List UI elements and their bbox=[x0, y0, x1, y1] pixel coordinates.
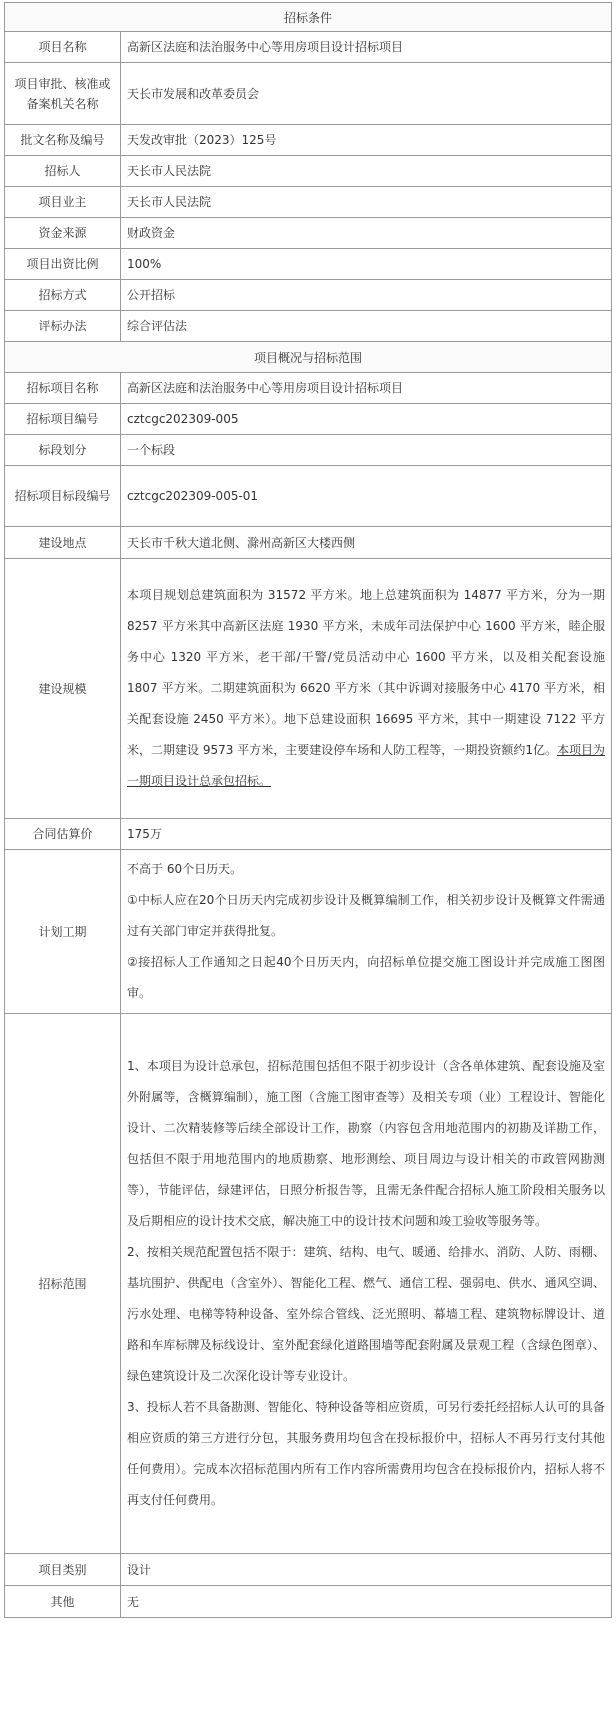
table-row bbox=[5, 311, 612, 342]
row-label: 招标项目编号 bbox=[5, 404, 121, 435]
row-label: 评标办法 bbox=[5, 311, 121, 342]
row-value: cztcgc202309-005 bbox=[121, 404, 612, 435]
row-label: 合同估算价 bbox=[5, 819, 121, 850]
row-label: 项目类别 bbox=[5, 1554, 121, 1586]
scope-paragraph: 1、本项目为设计总承包，招标范围包括但不限于初步设计（含各单体建筑、配套设施及室外附属等，含概算编制），施工图（含施工图审查等）及相关专项（业）工程设计、智能化设计、二次精装修等后续全部设计工作，勘察（内容包含用地范围内的初勘及详勘工作，包括但不限于用地范围内的地质勘察、地形测绘、项目周边与设计相关的市政管网勘测等），节能评估，绿建评估，日照分析报告等，且需无条件配合招标人施工阶段相关服务以及后期相应的设计技术交底，解决施工中的设计技术问题和竣工验收等服务等。 bbox=[127, 1059, 606, 1228]
row-label: 建设地点 bbox=[5, 527, 121, 559]
schedule-paragraph: ①中标人应在20个日历天内完成初步设计及概算编制工作，相关初步设计及概算文件需通过有关部门审定并获得批复。 bbox=[127, 893, 606, 938]
row-value: 公开招标 bbox=[121, 280, 612, 311]
row-value: 天长市人民法院 bbox=[121, 187, 612, 218]
table-row bbox=[5, 32, 612, 63]
row-value: 财政资金 bbox=[121, 218, 612, 249]
table-row bbox=[5, 218, 612, 249]
section-header-conditions bbox=[5, 3, 612, 32]
table-row bbox=[5, 280, 612, 311]
row-label: 招标项目名称 bbox=[5, 373, 121, 404]
scope-paragraph: 2、按相关规范配置包括不限于：建筑、结构、电气、暖通、给排水、消防、人防、雨棚、基坑围护、供配电（含室外）、智能化工程、燃气、通信工程、强弱电、供水、通风空调、污水处理、电梯等特种设备、室外综合管线、泛光照明、幕墙工程、建筑物标牌设计、道路和车库标牌及标线设计、室外配套绿化道路围墙等配套附属及景观工程（含绿色图章）、绿色建筑设计及二次深化设计等专业设计。 bbox=[127, 1245, 606, 1383]
row-value: 高新区法庭和法治服务中心等用房项目设计招标项目 bbox=[121, 373, 612, 404]
row-value: 综合评估法 bbox=[121, 311, 612, 342]
row-value bbox=[121, 559, 612, 819]
table-row bbox=[5, 404, 612, 435]
table-row bbox=[5, 373, 612, 404]
row-label: 建设规模 bbox=[5, 559, 121, 819]
table-row bbox=[5, 819, 612, 850]
section-title: 招标条件 bbox=[5, 3, 612, 32]
row-value: 天长市千秋大道北侧、滁州高新区大楼西侧 bbox=[121, 527, 612, 559]
row-label: 招标方式 bbox=[5, 280, 121, 311]
row-label: 资金来源 bbox=[5, 218, 121, 249]
table-row bbox=[5, 435, 612, 466]
tender-table bbox=[4, 2, 612, 1618]
row-label: 标段划分 bbox=[5, 435, 121, 466]
schedule-paragraph: 不高于 60个日历天。 bbox=[127, 862, 243, 876]
table-row bbox=[5, 63, 612, 125]
row-label: 项目名称 bbox=[5, 32, 121, 63]
row-value: 一个标段 bbox=[121, 435, 612, 466]
row-label: 项目出资比例 bbox=[5, 249, 121, 280]
table-row-scope bbox=[5, 1014, 612, 1554]
row-value: 天长市人民法院 bbox=[121, 156, 612, 187]
row-label: 招标项目标段编号 bbox=[5, 466, 121, 527]
table-row bbox=[5, 527, 612, 559]
row-label: 计划工期 bbox=[5, 850, 121, 1014]
tender-document bbox=[4, 2, 611, 1618]
schedule-paragraph: ②接招标人工作通知之日起40个日历天内，向招标单位提交施工图设计并完成施工图图审。 bbox=[127, 955, 606, 1000]
scale-underlined-note: 本项目为一期项目设计总承包招标。 bbox=[127, 743, 605, 788]
row-label: 项目业主 bbox=[5, 187, 121, 218]
scope-paragraph: 3、投标人若不具备勘测、智能化、特种设备等相应资质，可另行委托经招标人认可的具备相应资质的第三方进行分包，其服务费用均包含在投标报价中，招标人不再另行支付其他任何费用）。完成本次招标范围内所有工作内容所需费用均包含在投标报价内，招标人将不再支付任何费用。 bbox=[127, 1400, 606, 1507]
row-value bbox=[121, 1014, 612, 1554]
row-value: cztcgc202309-005-01 bbox=[121, 466, 612, 527]
row-label: 招标范围 bbox=[5, 1014, 121, 1554]
row-label: 招标人 bbox=[5, 156, 121, 187]
section-header-overview bbox=[5, 342, 612, 373]
section-title: 项目概况与招标范围 bbox=[5, 342, 612, 373]
row-value bbox=[121, 850, 612, 1014]
row-label: 批文名称及编号 bbox=[5, 125, 121, 156]
scale-text: 本项目规划总建筑面积为 31572 平方米。地上总建筑面积为 14877 平方米，分为一期 8257 平方米其中高新区法庭 1930 平方米，未成年司法保护中心 1600 平方米，睦企服务中心 1320 平方米，老干部/干警/党员活动中心 1600 平方米，以及相关配套设施 1807 平方米。二期建筑面积为 6620 平方米（其中诉调对接服务中心 4170 平方米，相关配套设施 2450 平方米）。地下总建设面积 16695 平方米，其中一期建设 7122 平方米，二期建设 9573 平方米，主要建设停车场和人防工程等，一期投资额约1亿。 bbox=[127, 588, 606, 757]
table-row-schedule bbox=[5, 850, 612, 1014]
table-row bbox=[5, 187, 612, 218]
row-value: 天发改审批（2023）125号 bbox=[121, 125, 612, 156]
table-row bbox=[5, 1586, 612, 1618]
table-row-scale bbox=[5, 559, 612, 819]
table-row bbox=[5, 1554, 612, 1586]
row-value: 100% bbox=[121, 249, 612, 280]
row-label: 其他 bbox=[5, 1586, 121, 1618]
row-label: 项目审批、核准或备案机关名称 bbox=[5, 63, 121, 125]
row-value: 天长市发展和改革委员会 bbox=[121, 63, 612, 125]
table-row bbox=[5, 125, 612, 156]
row-value: 设计 bbox=[121, 1554, 612, 1586]
row-value: 175万 bbox=[121, 819, 612, 850]
table-row bbox=[5, 466, 612, 527]
row-value: 无 bbox=[121, 1586, 612, 1618]
table-row bbox=[5, 156, 612, 187]
row-value: 高新区法庭和法治服务中心等用房项目设计招标项目 bbox=[121, 32, 612, 63]
table-row bbox=[5, 249, 612, 280]
